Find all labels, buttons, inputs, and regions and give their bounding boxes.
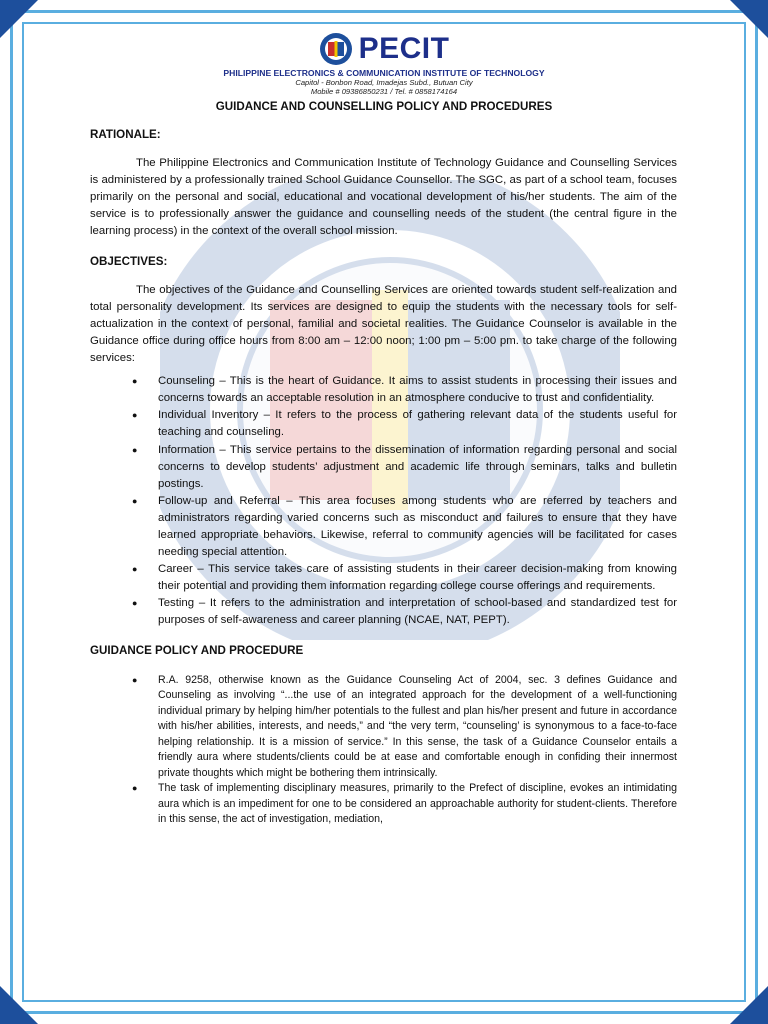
- letterhead: [0, 32, 768, 96]
- list-item: ● The task of implementing disciplinary measures, primarily to the Prefect of discipline, evokes an intimidating aura which is an impediment for one to be considered an approachable authority for student-clients. Therefore in this sense, the act of investigation, mediation,: [90, 781, 677, 828]
- list-item: ● Information – This service pertains to the dissemination of information regarding personal and social concerns to develop students’ adjustment and academic life through seminars, talks and bulletin postings.: [90, 442, 677, 493]
- policy-list: [90, 673, 677, 828]
- corner-triangle-bottom-right: [730, 986, 768, 1024]
- institution-name: PHILIPPINE ELECTRONICS & COMMUNICATION INSTITUTE OF TECHNOLOGY: [223, 68, 545, 78]
- services-list: [90, 373, 677, 629]
- objectives-paragraph: The objectives of the Guidance and Counselling Services are oriented towards student self-realization and total personality development. Its services are designed to equip the students with the necessary tools for self-actualization in the context of personal, familial and societal realities. The Guidance Counselor is available in the Guidance office during office hours from 8:00 am – 12:00 noon; 1:00 pm – 5:00 pm. to take charge of the following services:: [90, 283, 677, 365]
- document-body: [90, 126, 677, 828]
- policy-heading: GUIDANCE POLICY AND PROCEDURE: [90, 643, 304, 657]
- logo-row: [0, 32, 768, 66]
- address: Capitol - Bonbon Road, Imadejas Subd., Butuan City: [295, 78, 473, 87]
- contact-numbers: Mobile # 09386850231 / Tel. # 0858174164: [310, 87, 458, 96]
- document-title: GUIDANCE AND COUNSELLING POLICY AND PROCEDURES: [215, 100, 553, 113]
- list-item: ● Individual Inventory – It refers to the process of gathering relevant data of the students useful for teaching and counseling.: [90, 407, 677, 441]
- list-item: ● Follow-up and Referral – This area focuses among students who are referred by teachers and administrators regarding varied concerns such as misconduct and failures to ensure that they have learned appropriate behaviors. Likewise, referral to community agencies will be facilitated for cases needing special attention.: [90, 493, 677, 561]
- rationale-paragraph: The Philippine Electronics and Communication Institute of Technology Guidance and Counselling Services is administered by a professionally trained School Guidance Counsellor. The SGC, as part of a school team, focuses primarily on the personal and social, educational and vocational development of his/her students. The aim of the service is to professionally answer the guidance and counselling needs of the student (the central figure in the learning process) in the context of the overall school mission.: [90, 157, 677, 238]
- objectives-heading: OBJECTIVES:: [90, 254, 168, 268]
- corner-triangle-bottom-left: [0, 986, 38, 1024]
- list-item: ● R.A. 9258, otherwise known as the Guidance Counseling Act of 2004, sec. 3 defines Guidance and Counseling as involving “...the use of an integrated approach for the development of a well-functioning individual primary by helping him/her potentials to the fullest and plan his/her present and future in accordance with his/her abilities, interests, and needs,” and “the very term, “counseling’ is synonymous to a face-to-face helping relationship. It is a mission of service.” In this sense, the task of a Guidance Counselor entails a friendly aura where students/clients could be at ease and comfortable enough in confiding their innermost private thoughts which might be bothering them intrinsically.: [90, 673, 677, 782]
- list-item: ● Testing – It refers to the administration and interpretation of school-based and standardized test for purposes of self-awareness and career planning (NCAE, NAT, PEPT).: [90, 595, 677, 629]
- list-item: ● Career – This service takes care of assisting students in their career decision-making from knowing their potential and providing them information regarding college course offerings and requirements.: [90, 561, 677, 595]
- pecit-seal-icon: [319, 32, 353, 66]
- logo-text: PECIT: [358, 32, 450, 65]
- list-item: ● Counseling – This is the heart of Guidance. It aims to assist students in processing their issues and concerns towards an acceptable resolution in an atmosphere conducive to trust and confidentiality.: [90, 373, 677, 407]
- rationale-heading: RATIONALE:: [90, 128, 161, 141]
